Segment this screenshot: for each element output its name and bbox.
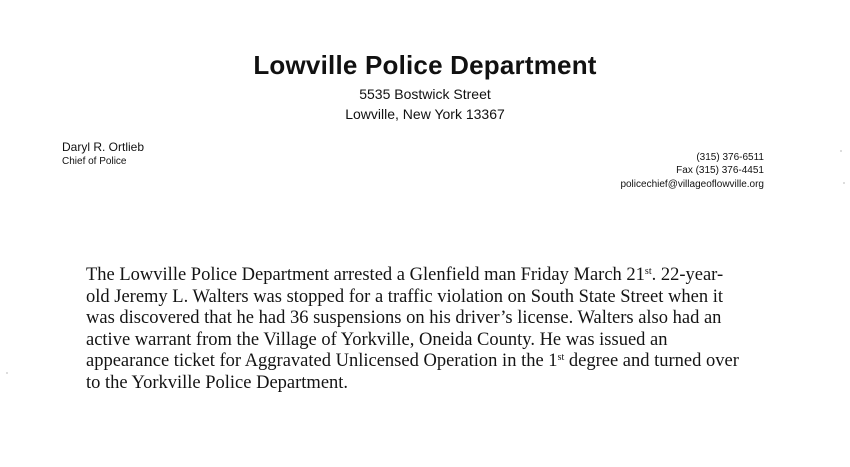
body-text-segment: The Lowville Police Department arrested a Glenfield man Friday March 21 bbox=[86, 265, 645, 285]
fax-number: Fax (315) 376-4451 bbox=[676, 165, 764, 176]
department-name: Lowville Police Department bbox=[253, 50, 597, 80]
scan-speck bbox=[6, 372, 8, 374]
body-line-6: to the Yorkville Police Department. bbox=[86, 372, 349, 393]
ordinal-suffix: st bbox=[644, 266, 652, 277]
city-address: Lowville, New York 13367 bbox=[345, 106, 505, 122]
chief-title: Chief of Police bbox=[62, 156, 127, 167]
street-address: 5535 Bostwick Street bbox=[359, 86, 491, 102]
body-text-segment: appearance ticket for Aggravated Unlicensed Operation in the 1 bbox=[86, 351, 558, 371]
body-text-segment: degree and turned over bbox=[564, 351, 739, 371]
body-line-3: was discovered that he had 36 suspensions on his driver’s license. Walters also had an bbox=[86, 308, 722, 328]
phone-number: (315) 376-6511 bbox=[696, 152, 764, 163]
email-address: policechief@villageoflowville.org bbox=[620, 179, 764, 190]
scan-speck bbox=[840, 150, 842, 152]
body-line-5 bbox=[86, 351, 791, 373]
chief-name: Daryl R. Ortlieb bbox=[62, 140, 145, 154]
body-line-4: active warrant from the Village of Yorkville, Oneida County. He was issued an bbox=[86, 329, 668, 350]
body-text-segment: . 22-year- bbox=[651, 265, 724, 285]
body-line-1 bbox=[86, 265, 791, 287]
ordinal-suffix: st bbox=[557, 352, 565, 363]
body-line-2: old Jeremy L. Walters was stopped for a traffic violation on South State Street when it bbox=[86, 286, 723, 307]
scan-speck bbox=[843, 182, 845, 184]
press-release-body bbox=[86, 265, 791, 394]
